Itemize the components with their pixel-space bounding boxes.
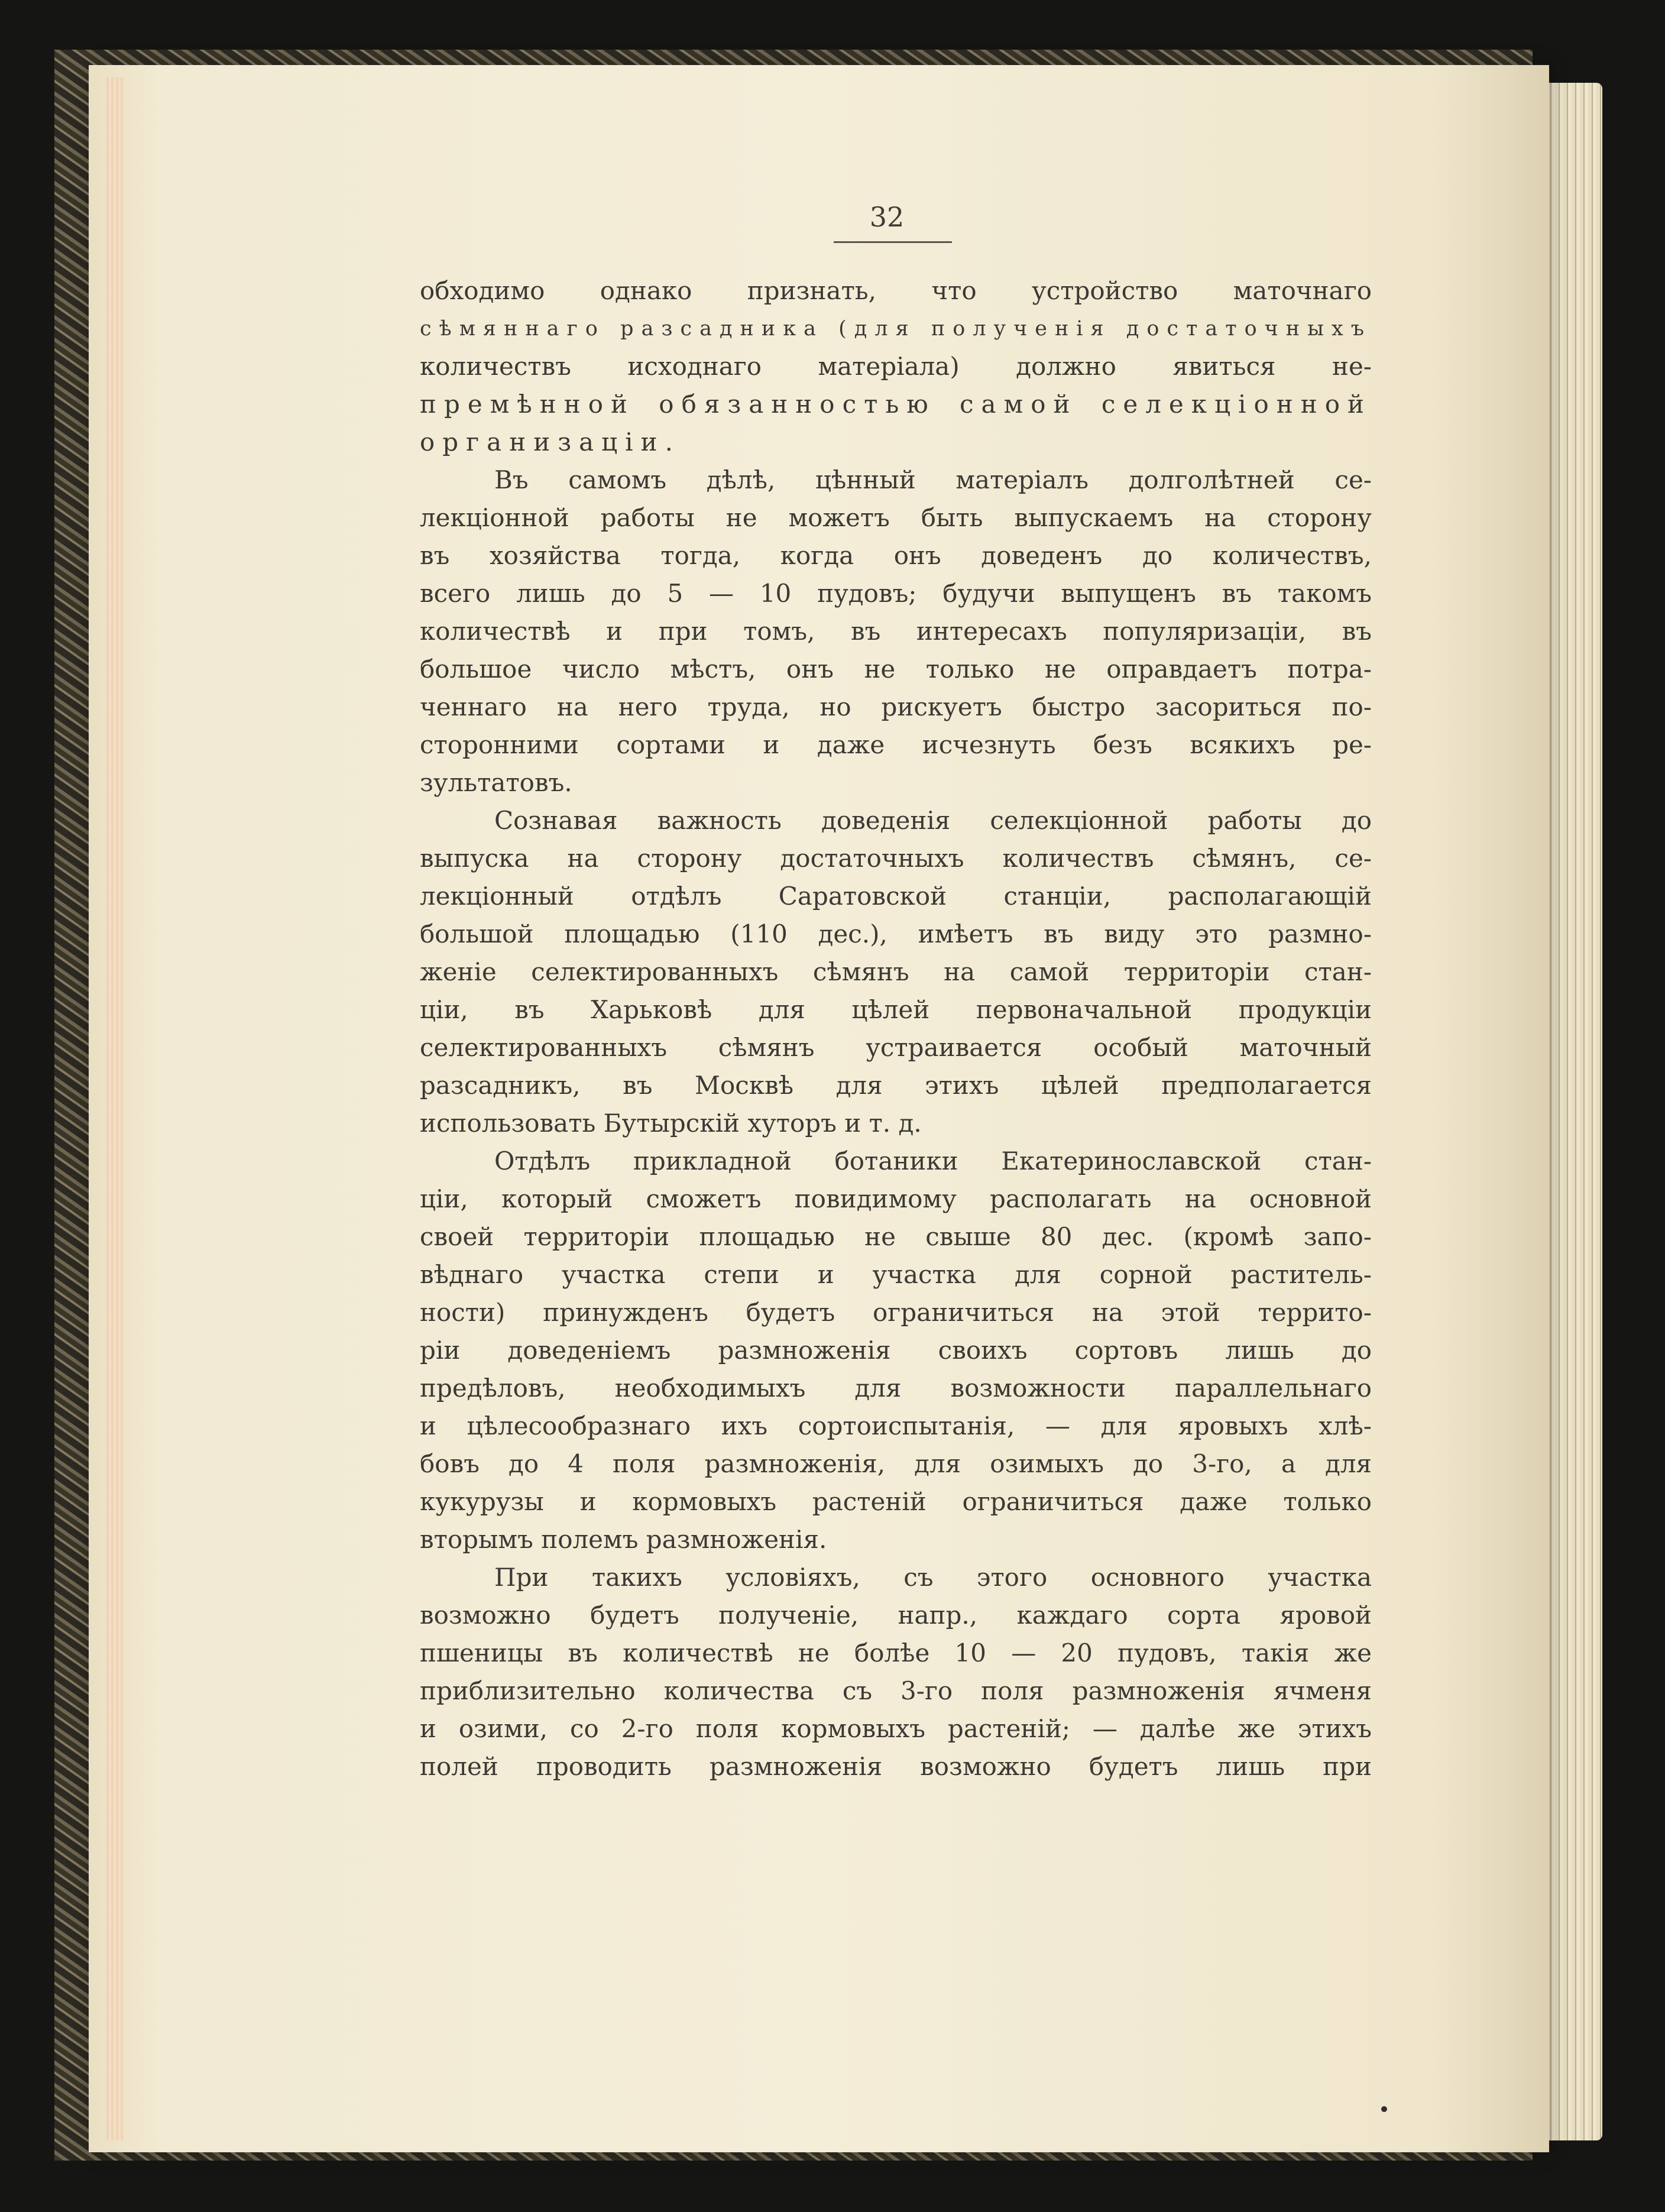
text-line: селектированныхъ сѣмянъ устраивается особый маточный [420, 1033, 1372, 1062]
text-line: количествѣ и при томъ, въ интересахъ популяризаціи, въ [420, 617, 1372, 646]
paragraph-first-line: Въ самомъ дѣлѣ, цѣнный матеріалъ долголѣтней се- [494, 465, 1372, 494]
text-line: предѣловъ, необходимыхъ для возможности параллельнаго [420, 1374, 1372, 1403]
text-line: вторымъ полемъ размноженія. [420, 1525, 827, 1554]
paragraph-first-line: При такихъ условіяхъ, съ этого основного участка [494, 1563, 1372, 1592]
text-line: приблизительно количества съ 3-го поля размноженія ячменя [420, 1676, 1372, 1705]
paragraph-first-line: Сознавая важность доведенія селекціонной работы до [494, 806, 1372, 835]
text-line: ченнаго на него труда, но рискуетъ быстро засориться по- [420, 692, 1372, 721]
text-line: разсадникъ, въ Москвѣ для этихъ цѣлей предполагается [420, 1071, 1372, 1100]
text-line: лекціонный отдѣлъ Саратовской станціи, располагающій [420, 882, 1372, 911]
text-line: возможно будетъ полученіе, напр., каждаго сорта яровой [420, 1601, 1372, 1630]
text-line: въ хозяйства тогда, когда онъ доведенъ до количествъ, [420, 541, 1372, 570]
text-line: кукурузы и кормовыхъ растеній ограничиться даже только [420, 1487, 1372, 1516]
text-line: бовъ до 4 поля размноженія, для озимыхъ до 3-го, а для [420, 1449, 1372, 1478]
text-line: и озими, со 2-го поля кормовыхъ растеній; — далѣе же этихъ [420, 1714, 1372, 1743]
text-line: и цѣлесообразнаго ихъ сортоиспытанія, — для яровыхъ хлѣ- [420, 1411, 1372, 1440]
text-line: премѣнной обязанностью самой селекціонной [420, 390, 1372, 419]
text-line: своей территоріи площадью не свыше 80 дес. (кромѣ запо- [420, 1222, 1372, 1251]
text-line: женіе селектированныхъ сѣмянъ на самой территоріи стан- [420, 957, 1372, 986]
text-line: лекціонной работы не можетъ быть выпускаемъ на сторону [420, 503, 1372, 532]
text-line: сѣмяннаго разсадника (для полученія достаточныхъ [420, 317, 1372, 341]
page-number: 32 [869, 201, 905, 233]
text-line: использовать Бутырскій хуторъ и т. д. [420, 1109, 922, 1138]
page-number-rule [834, 241, 952, 243]
text-line: ціи, который сможетъ повидимому располагать на основной [420, 1184, 1372, 1213]
text-line: организаціи. [420, 427, 681, 456]
text-line: всего лишь до 5 — 10 пудовъ; будучи выпущенъ въ такомъ [420, 579, 1372, 608]
text-line: большой площадью (110 дес.), имѣетъ въ виду это размно- [420, 919, 1372, 948]
body-text [420, 272, 1372, 1786]
text-line: обходимо однако признать, что устройство маточнаго [420, 276, 1372, 305]
text-line: ціи, въ Харьковѣ для цѣлей первоначальной продукціи [420, 995, 1372, 1024]
text-line: зультатовъ. [420, 768, 572, 797]
text-line: пшеницы въ количествѣ не болѣе 10 — 20 пудовъ, такія же [420, 1638, 1372, 1667]
text-line: ности) принужденъ будетъ ограничиться на этой террито- [420, 1298, 1372, 1327]
text-line: ріи доведеніемъ размноженія своихъ сортовъ лишь до [420, 1336, 1372, 1365]
text-line: полей проводить размноженія возможно будетъ лишь при [420, 1752, 1372, 1781]
text-line: большое число мѣстъ, онъ не только не оправдаетъ потра- [420, 655, 1372, 684]
text-line: количествъ исходнаго матеріала) должно явиться не- [420, 352, 1372, 381]
text-line: вѣднаго участка степи и участка для сорной раститель- [420, 1260, 1372, 1289]
ink-dot [1381, 2106, 1387, 2112]
paragraph-first-line: Отдѣлъ прикладной ботаники Екатеринославской стан- [494, 1147, 1372, 1175]
text-line: выпуска на сторону достаточныхъ количествъ сѣмянъ, се- [420, 844, 1372, 873]
text-line: сторонними сортами и даже исчезнуть безъ всякихъ ре- [420, 730, 1372, 759]
